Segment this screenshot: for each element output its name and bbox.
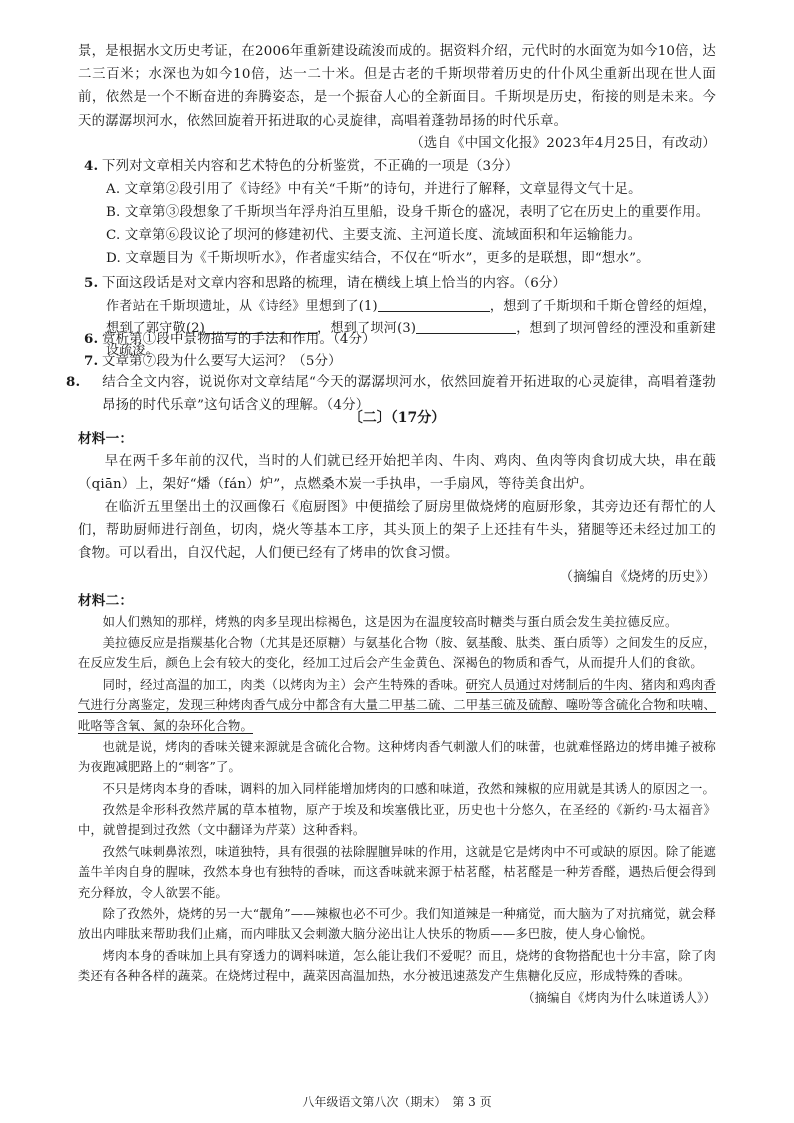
- fill-text: 作者站在千斯坝遗址，从《诗经》里想到了(1): [106, 299, 378, 314]
- material-two-paragraph-8: 除了孜然外，烧烤的另一大“靓角”——辣椒也必不可少。我们知道辣是一种痛觉，而大脑为了对抗痛觉，就会释放出内啡肽来帮助我们止痛，而内啡肽又会刺激大脑分泌出让人快乐的物质——多巴胺，使人身心愉悦。: [78, 907, 716, 942]
- material-one-paragraph-2: 在临沂五里堡出土的汉画像石《庖厨图》中便描绘了厨房里做烧烤的庖厨形象，其旁边还有帮忙的人们，帮助厨师进行剖鱼，切肉，烧火等基本工序，其头顶上的架子上还挂有牛头，猪腿等还未经过加工的食物。可以看出，自汉代起，人们便已经有了烤串的饮食习惯。: [78, 500, 716, 562]
- material-two-paragraph-1: 如人们熟知的那样，烤熟的肉多呈现出棕褐色，这是因为在温度较高时糖类与蛋白质会发生美拉德反应。: [102, 615, 678, 629]
- question-4-option-a: A. 文章第②段引用了《诗经》中有关“千斯”的诗句，并进行了解释，文章显得文气十足。: [106, 182, 642, 197]
- passage-ending-paragraph: 景，是根据水文历史考证，在2006年重新建设疏浚而成的。据资料介绍，元代时的水面宽为如今10倍，达二三百米；水深也为如今10倍，达一二十米。但是古老的千斯坝带着历史的什仆风尘重新出现在世人面前，依然是一个不断奋进的奔腾姿态，是一个振奋人心的全新面目。千斯坝是历史，衔接的则是未来。今天的潺潺坝河水，依然回旋着开拓进取的心灵旋律，高唱着蓬勃昂扬的时代乐章。: [78, 44, 716, 129]
- material-one-label: 材料一：: [78, 431, 134, 447]
- material-two-paragraph-3: [78, 675, 716, 736]
- material-two-paragraph-6: 孜然是伞形科孜然芹属的草本植物，原产于埃及和埃塞俄比亚，历史也十分悠久，在圣经的《新约·马太福音》中，就曾提到过孜然（文中翻译为芹菜）这种香料。: [78, 803, 716, 838]
- question-text: 赏析第①段中景物描写的手法和作用。（4分）: [102, 332, 376, 347]
- material-two-paragraph-4: 也就是说，烤肉的香味关键来源就是含硫化合物。这种烤肉香气刺激人们的味蕾，也就难怪路边的烤串摊子被称为夜跑减肥路上的“刺客”了。: [78, 740, 716, 775]
- answer-blank-1[interactable]: [378, 297, 490, 312]
- paragraph-text: 同时，经过高温的加工，肉类（以烤肉为主）会产生特殊的香味。: [102, 678, 466, 692]
- question-number: 5.: [84, 275, 99, 291]
- question-number: 7.: [84, 353, 99, 369]
- question-6: [84, 328, 716, 351]
- question-4-option-c: C. 文章第⑥段议论了坝河的修建初代、主要支流、主河道长度、流域面积和年运输能力。: [106, 228, 642, 243]
- question-4-option-b: B. 文章第③段想象了千斯坝当年浮舟泊互里船，设身千斯仓的盛况，表明了它在历史上的重要作用。: [106, 205, 710, 220]
- question-5-stem: [84, 272, 716, 295]
- question-text: 下面这段话是对文章内容和思路的梳理，请在横线上填上恰当的内容。（6分）: [102, 276, 567, 291]
- material-one-paragraph-1: 早在两千多年前的汉代，当时的人们就已经开始把羊肉、牛肉、鸡肉、鱼肉等肉食切成大块，串在蕺（qiān）上，架好“燔（fán）炉”，点燃桑木炭一手执串，一手扇风，等待美食出炉。: [78, 454, 716, 493]
- material-one-source: （摘编自《烧烤的历史》）: [559, 570, 716, 585]
- question-7: [84, 350, 716, 373]
- page-footer: 八年级语文第八次（期末） 第 3 页: [302, 1095, 492, 1109]
- section-title: 〔二〕（17分）: [348, 410, 446, 426]
- material-two-paragraph-5: 不只是烤肉本身的香味，调料的加入同样能增加烤肉的口感和味道，孜然和辣椒的应用就是其诱人的原因之一。: [102, 782, 715, 796]
- question-text: 文章第⑦段为什么要写大运河？（5分）: [102, 354, 342, 369]
- fill-text: ，想到了坝河曾经的湮没和重新建设疏浚。: [106, 321, 716, 358]
- question-number: 8.: [66, 374, 81, 390]
- passage-source: （选自《中国文化报》2023年4月25日，有改动）: [410, 136, 716, 151]
- material-two-paragraph-7: 孜然气味刺鼻浓烈，味道独特，具有很强的祛除腥膻异味的作用，这就是它是烤肉中不可或缺的原因。除了能遮盖牛羊肉自身的腥味，孜然本身也有独特的香味，而这香味就来源于枯茗醛，枯茗醛是一种芳香醛，遇热后便会得到充分释放，令人欲罢不能。: [78, 845, 716, 900]
- question-4-stem: [84, 155, 716, 178]
- fill-text: ，想到了千斯坝和千斯仓曾经的烜煌，想到了郭守敬(2): [106, 299, 716, 336]
- underlined-sentence: 研究人员通过对烤制后的牛肉、猪肉和鸡肉香气进行分离鉴定，发现三种烤肉香气成分中都含有大量二甲基二硫、二甲基三硫及硫醇、噻吩等含硫化合物和呋喃、吡咯等含氧、氮的杂环化合物。: [78, 678, 716, 733]
- material-two-label: 材料二：: [78, 593, 134, 609]
- question-text: 结合全文内容，说说你对文章结尾“今天的潺潺坝河水，依然回旋着开拓进取的心灵旋律，高唱着蓬勃昂扬的时代乐章”这句话含义的理解。（4分）: [102, 375, 716, 414]
- question-text: 下列对文章相关内容和艺术特色的分析鉴赏，不正确的一项是（3分）: [102, 159, 519, 174]
- question-number: 6.: [84, 331, 99, 347]
- material-two-source: （摘编自《烤肉为什么味道诱人》）: [522, 991, 716, 1005]
- question-number: 4.: [84, 158, 99, 174]
- material-two-paragraph-9: 烤肉本身的香味加上具有穿透力的调料味道，怎么能让我们不爱呢？而且，烧烤的食物搭配也十分丰富，除了肉类还有各种各样的蔬菜。在烧烤过程中，蔬菜因高温加热，水分被迅速蒸发产生焦糖化反应，形成特殊的香味。: [78, 949, 716, 984]
- material-two-paragraph-2: 美拉德反应是指羰基化合物（尤其是还原糖）与氨基化合物（胺、氨基酸、肽类、蛋白质等）之间发生的反应，在反应发生后，颜色上会有较大的变化，经加工过后会产生金黄色、深褐色的物质和香气，从而提升人们的食欲。: [78, 636, 716, 671]
- question-4-option-d: D. 文章题目为《千斯坝听水》，作者虚实结合，不仅在“听水”，更多的是联想，即“想水”。: [106, 251, 650, 266]
- fill-text: ，想到了坝河(3): [316, 321, 417, 336]
